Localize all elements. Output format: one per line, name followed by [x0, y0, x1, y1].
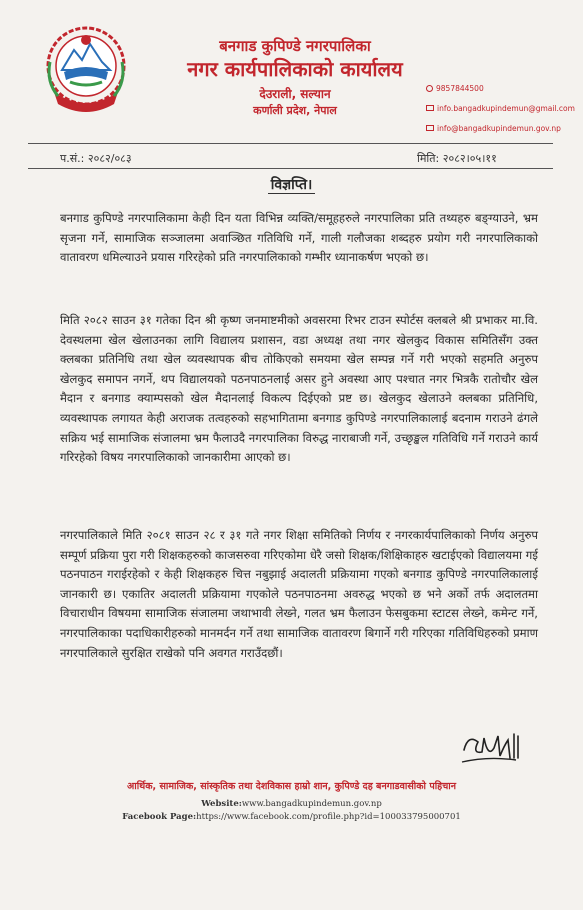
reference-number: प.सं.: २०८२/०८३ — [60, 152, 132, 165]
letter-date: मिति: २०८२।०५।११ — [417, 152, 497, 165]
website-label: Website: — [201, 799, 242, 809]
footer-website — [0, 799, 583, 809]
email-icon — [426, 105, 434, 111]
contact-block — [426, 78, 575, 138]
paragraph-2: मिति २०८२ साउन ३१ गतेका दिन श्री कृष्ण जनमाष्टमीको अवसरमा रिभर टाउन स्पोर्टस क्लबले श्री प्रभाकर मा.वि. देवस्थलमा खेल खेलाउनका लागि विद्यालय प्रशासन, वडा अध्यक्ष तथा नगर खेलकुद विकास समितिसँग उक्त क्लबका प्रतिनिधि तथा खेल व्यवस्थापक बीच तोकिएको समयमा खेल सम्पन्न गर्ने गरी भएको सहमति अनुरुप खेलकुद समापन नगर्ने, थप विद्यालयको पठनपाठनलाई असर हुने अवस्था आए पश्चात नगर भित्रकै रातोचौर खेल मैदान र बनगाड क्याम्पसको खेल मैदानलाई विकल्प दिईएको प्रष्ट छ। खेलकुद खेलाउने क्लबका प्रतिनिधि, व्यवस्थापक लगायत केही अराजक तत्वहरुको सहभागितामा बनगाड कुपिण्डे नगरपालिकालाई बदनाम गराउने ढंगले सक्रिय भई सामाजिक संजालमा भ्रम फैलाउदै नगरपालिका विरुद्ध नाराबाजी गर्ने, उच्छृङ्खल गतिविधि गर्ने गराउने कार्य गरिरहेको विषय नगरपालिकाको जानकारीमा आएको छ। — [60, 313, 538, 465]
facebook-link[interactable]: https://www.facebook.com/profile.php?id=100033795000701 — [196, 812, 461, 822]
phone-number: 9857844500 — [436, 83, 484, 93]
office-province: कर्णाली प्रदेश, नेपाल — [253, 104, 337, 117]
email-address-2: info@bangadkupindemun.gov.np — [437, 123, 561, 133]
header-divider-bottom — [28, 168, 553, 169]
paragraph-1: बनगाड कुपिण्डे नगरपालिकामा केही दिन यता विभिन्न व्यक्ति/समूहहरुले नगरपालिका प्रति तथ्यहरु बङ्ग्याउने, भ्रम सृजना गर्ने, सामाजिक सञ्जालमा अवाञ्छित गतिविधि गर्ने, गाली गलौजका शब्दहरु प्रयोग गरी नगरपालिकाको वातावरण धमिल्याउने प्रयास गरिरहेको प्रति नगरपालिकाको गम्भीर ध्यानाकर्षण भएको छ। — [60, 211, 538, 265]
email-address-1: info.bangadkupindemun@gmail.com — [437, 103, 575, 113]
signature-mark — [458, 728, 528, 768]
contact-phone — [426, 78, 575, 98]
notice-title: विज्ञप्ति। — [268, 177, 316, 194]
letterhead — [160, 36, 430, 118]
contact-email-2 — [426, 118, 575, 138]
paragraph-3: नगरपालिकाले मिति २०८१ साउन २८ र ३१ गते नगर शिक्षा समितिको निर्णय र नगरकार्यपालिकाको निर्णय अनुरुप सम्पूर्ण प्रक्रिया पुरा गरी शिक्षकहरुको काजसरुवा गरिएकोमा धेरै जसो शिक्षक/शिक्षिकाहरु खटाईएको विद्यालयमा गई पठनपाठन गराईरहेको र केही शिक्षकहरु चित्त नबुझाई अदालती प्रक्रियामा गएको बनगाड कुपिण्डे नगरपालिकालाई जानकारी छ। एकातिर अदालती प्रक्रियामा गएकोले पठनपाठनमा अवरुद्ध भएको छ भने अर्को तर्फ अदालतमा विचाराधीन विषयमा सामाजिक संजालमा जथाभावी लेख्ने, गलत भ्रम फैलाउन फेसबुकमा स्टाटस लेख्ने, कमेन्ट गर्ने, नगरपालिकाका पदाधिकारीहरुको मानमर्दन गर्ने तथा सामाजिक वातावरण बिगार्ने गरी गरिएका गतिविधिहरुको प्रमाण नगरपालिकाले सुरक्षित राखेको पनि अवगत गराउँदछौं। — [60, 528, 538, 660]
facebook-label: Facebook Page: — [122, 812, 197, 822]
municipality-name: बनगाड कुपिण्डे नगरपालिका — [219, 37, 371, 55]
phone-icon — [426, 85, 433, 92]
footer-facebook — [0, 812, 583, 822]
office-location: देउराली, सल्यान — [259, 87, 331, 101]
notice-heading — [0, 174, 583, 194]
contact-email-1 — [426, 98, 575, 118]
header-divider-top — [28, 143, 553, 144]
office-name: नगर कार्यपालिकाको कार्यालय — [187, 57, 403, 81]
website-link[interactable]: www.bangadkupindemun.gov.np — [241, 799, 382, 809]
footer-motto: आर्थिक, सामाजिक, सांस्कृतिक तथा देशविकास हाम्रो शान, कुपिण्डे दह बनगाडवासीको पहिचान — [127, 781, 456, 792]
email-icon — [426, 125, 434, 131]
government-emblem-icon — [40, 22, 132, 122]
